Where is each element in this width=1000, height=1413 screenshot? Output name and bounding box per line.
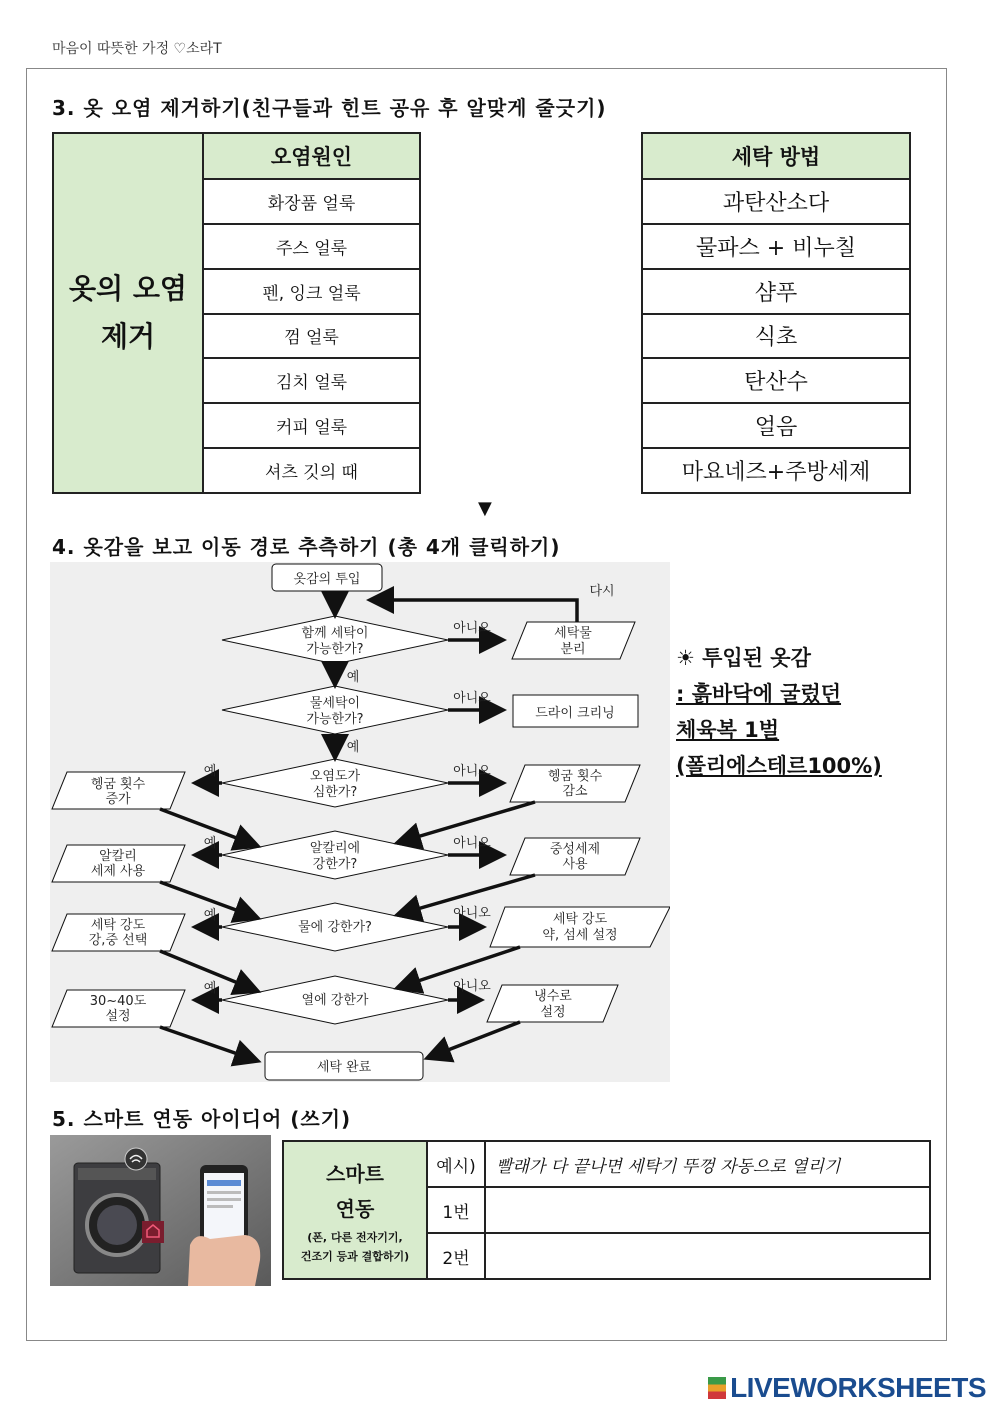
flow-q2-text: 가능한가? [306,712,364,727]
flow-no-label: 아니오 [453,836,491,851]
flow-warm-text: 30~40도 [89,994,147,1009]
flow-warm-text: 설정 [105,1009,131,1024]
smart-idea-table [282,1140,931,1280]
method-item[interactable]: 과탄산소다 [642,179,910,224]
idea-answer-field-1[interactable] [485,1187,930,1233]
flow-rinse-up-text: 헹굼 횟수 [90,777,146,792]
flow-separate-text: 분리 [560,642,586,657]
down-triangle-icon: ▼ [478,498,492,519]
flow-no-label: 아니오 [453,621,491,636]
flow-q3-text: 심한가? [312,785,358,800]
flow-cold-text: 냉수로 [534,989,572,1004]
flow-again-text: 다시 [589,584,615,599]
flow-yes-label: 예 [203,836,217,851]
flow-yes-label: 예 [346,740,360,755]
stain-removal-label: 옷의 오염 제거 [53,133,203,493]
flow-rinse-down-text: 감소 [562,784,588,799]
flow-q5-text: 물에 강한가? [298,920,372,935]
flow-separate-text: 세탁물 [554,626,592,641]
flow-gentle-text: 약, 섬세 설정 [542,928,618,943]
flow-strong-text: 강,중 선택 [88,933,148,948]
section5-title: 5. 스마트 연동 아이디어 (쓰기) [52,1107,352,1131]
flow-end-text: 세탁 완료 [316,1060,372,1075]
header-note: 마음이 따뜻한 가정 ♡소라T [52,41,222,57]
flow-q3-text: 오염도가 [309,769,361,784]
liveworksheets-logo: LIVEWORKSHEETS [708,1372,986,1404]
flow-q4-text: 알칼리에 [309,841,361,856]
flow-yes-label: 예 [346,670,360,685]
flow-no-label: 아니오 [453,691,491,706]
laundry-flowchart [50,562,670,1082]
flow-neutral-text: 중성세제 [549,842,601,857]
stain-cause-table [52,132,421,494]
flow-no-label: 아니오 [453,979,491,994]
method-item[interactable]: 마요네즈+주방세제 [642,448,910,493]
cause-item[interactable]: 셔츠 깃의 때 [203,448,420,493]
liveworksheets-logo-icon [708,1377,726,1399]
flow-q2-text: 물세탁이 [309,696,361,711]
fabric-note-line: (폴리에스테르100%) [676,754,882,778]
flow-q1-text: 가능한가? [306,642,364,657]
cause-item[interactable]: 김치 얼룩 [203,358,420,403]
idea-answer-field-2[interactable] [485,1233,930,1279]
flow-alkali-text: 세제 사용 [90,864,146,879]
section4-title: 4. 옷감을 보고 이동 경로 추측하기 (총 4개 클릭하기) [52,535,561,559]
idea-row-number: 예시) [427,1141,485,1187]
fabric-note-line: : 흙바닥에 굴렀던 [676,682,842,706]
flow-q6-text: 열에 강한가 [301,993,369,1008]
flow-no-label: 아니오 [453,764,491,779]
method-item[interactable]: 물파스 + 비누칠 [642,224,910,269]
flow-strong-text: 세탁 강도 [90,918,146,933]
cause-item[interactable]: 커피 얼룩 [203,403,420,448]
cause-item[interactable]: 껌 얼룩 [203,314,420,359]
flow-no-label: 아니오 [453,906,491,921]
idea-example-text: 빨래가 다 끝나면 세탁기 뚜껑 자동으로 열리기 [485,1141,930,1187]
cause-item[interactable]: 화장품 얼룩 [203,179,420,224]
flow-rinse-up-text: 증가 [105,792,131,807]
section3-title: 3. 옷 오염 제거하기(친구들과 힌트 공유 후 알맞게 줄긋기) [52,96,607,120]
smart-link-label: 스마트 연동 (폰, 다른 전자기기, 건조기 등과 결합하기) [283,1141,427,1279]
flow-yes-label: 예 [203,981,217,996]
flow-cold-text: 설정 [540,1005,566,1020]
flow-q4-text: 강한가? [312,857,358,872]
cause-header: 오염원인 [203,133,420,179]
method-item[interactable]: 탄산수 [642,358,910,403]
flow-start-text: 옷감의 투입 [293,572,361,587]
flow-gentle-text: 세탁 강도 [552,912,608,927]
idea-row-number: 2번 [427,1233,485,1279]
fabric-note-line: 체육복 1벌 [676,718,780,742]
method-item[interactable]: 식초 [642,314,910,359]
flow-alkali-text: 알칼리 [99,849,137,864]
flow-neutral-text: 사용 [562,857,588,872]
fabric-note-title: ☀ 투입된 옷감 [676,646,811,670]
wash-method-table [641,132,911,494]
fabric-note [676,640,882,784]
cause-item[interactable]: 주스 얼룩 [203,224,420,269]
method-item[interactable]: 샴푸 [642,269,910,314]
cause-item[interactable]: 펜, 잉크 얼룩 [203,269,420,314]
flow-rinse-down-text: 헹굼 횟수 [547,769,603,784]
flow-yes-label: 예 [203,908,217,923]
smart-washer-photo [50,1135,271,1286]
flow-yes-label: 예 [203,764,217,779]
flow-dry-clean-text: 드라이 크리닝 [535,706,615,721]
method-item[interactable]: 얼음 [642,403,910,448]
method-header: 세탁 방법 [642,133,910,179]
idea-row-number: 1번 [427,1187,485,1233]
flow-q1-text: 함께 세탁이 [301,626,369,641]
